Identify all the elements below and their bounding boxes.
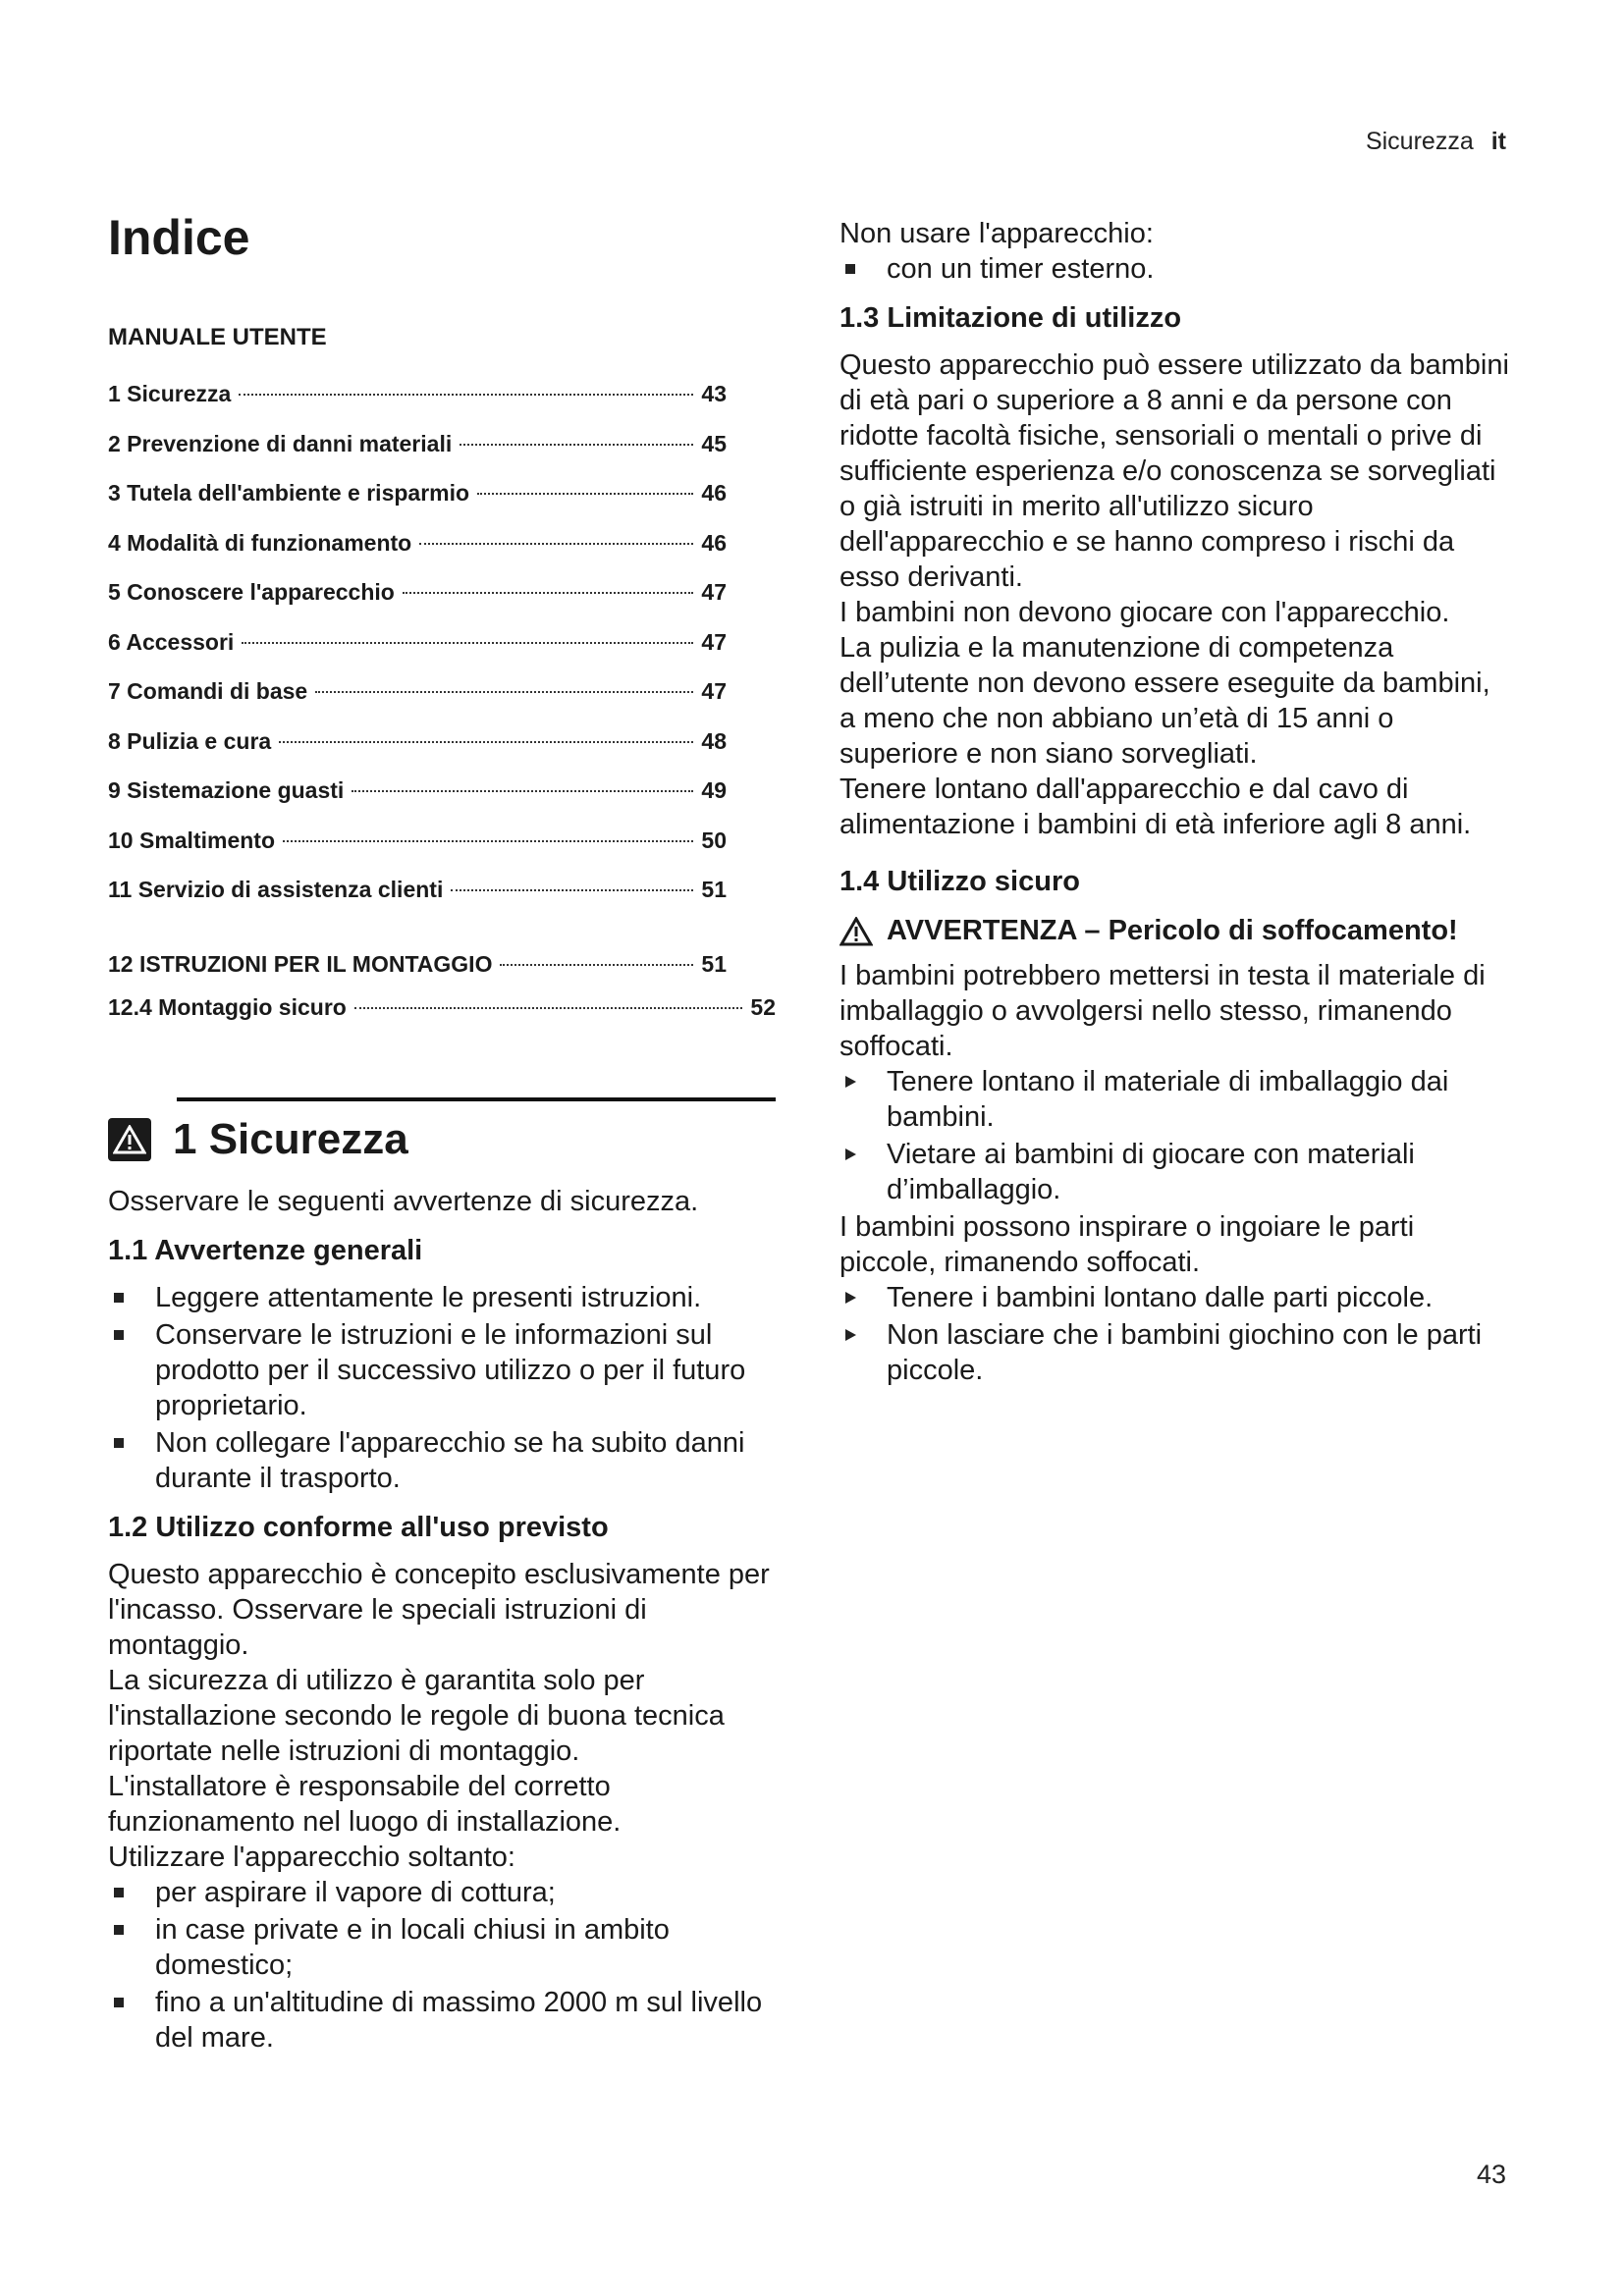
subsection-title: 1.4 Utilizzo sicuro bbox=[839, 866, 1080, 897]
paragraph: Tenere lontano dall'apparecchio e dal cavo di alimentazione i bambini di età inferiore agli 8 anni. bbox=[839, 774, 1472, 840]
toc-entry[interactable]: 2 Prevenzione di danni materiali 45 bbox=[108, 430, 727, 456]
list-item: Conservare le istruzioni e le informazioni sul prodotto per il successivo utilizzo o per il futuro proprietario. bbox=[108, 1317, 776, 1423]
toc-leader bbox=[352, 790, 693, 792]
bullet-list bbox=[839, 251, 1512, 287]
warning-text: AVVERTENZA – Pericolo di soffocamento! bbox=[887, 915, 1458, 946]
toc-leader bbox=[419, 543, 693, 545]
action-list bbox=[839, 1064, 1512, 1207]
toc-entry[interactable]: 6 Accessori 47 bbox=[108, 628, 727, 655]
page-number: 43 bbox=[1476, 2160, 1506, 2189]
toc-leader bbox=[315, 691, 693, 693]
toc-leader bbox=[354, 1007, 743, 1009]
list-item: per aspirare il vapore di cottura; bbox=[108, 1875, 776, 1910]
list-item: Non collegare l'apparecchio se ha subito danni durante il trasporto. bbox=[108, 1425, 776, 1496]
toc-leader bbox=[460, 444, 693, 446]
header-language: it bbox=[1490, 128, 1506, 155]
paragraph: I bambini non devono giocare con l'apparecchio. bbox=[839, 597, 1450, 628]
section-heading bbox=[108, 1115, 776, 1164]
toc-entry[interactable]: 11 Servizio di assistenza clienti 51 bbox=[108, 877, 727, 902]
section-title: 1 Sicurezza bbox=[173, 1114, 408, 1163]
list-item: fino a un'altitudine di massimo 2000 m sul livello del mare. bbox=[108, 1985, 776, 2056]
left-column bbox=[108, 211, 776, 2059]
toc-entry[interactable]: 8 Pulizia e cura 48 bbox=[108, 727, 727, 754]
toc-entry[interactable]: 12 ISTRUZIONI PER IL MONTAGGIO 51 bbox=[108, 950, 727, 977]
toc-leader bbox=[239, 394, 693, 396]
warning-heading bbox=[839, 913, 1512, 948]
toc-leader bbox=[242, 642, 693, 644]
list-item: Tenere lontano il materiale di imballaggio dai bambini. bbox=[839, 1064, 1512, 1135]
toc-entry[interactable]: 7 Comandi di base 47 bbox=[108, 678, 727, 704]
warning-triangle-icon bbox=[839, 917, 873, 946]
paragraph: La sicurezza di utilizzo è garantita solo per l'installazione secondo le regole di buona tecnica riportate nelle istruzioni di montaggio. bbox=[108, 1664, 725, 1767]
list-item: Non lasciare che i bambini giochino con le parti piccole. bbox=[839, 1317, 1512, 1388]
toc-leader bbox=[283, 840, 693, 842]
subsection-title: 1.1 Avvertenze generali bbox=[108, 1234, 423, 1266]
paragraph: La pulizia e la manutenzione di competenza dell’utente non devono essere eseguite da bambini, a meno che non abbiano un’età di 15 anni o superiore e non siano sorvegliati. bbox=[839, 632, 1490, 770]
bullet-list bbox=[108, 1875, 776, 2056]
paragraph: Non usare l'apparecchio: bbox=[839, 218, 1154, 249]
toc-leader bbox=[279, 741, 693, 743]
warning-icon bbox=[108, 1118, 151, 1161]
action-list bbox=[839, 1280, 1512, 1388]
header-section: Sicurezza bbox=[1365, 128, 1474, 155]
list-item: con un timer esterno. bbox=[839, 251, 1512, 287]
toc-gap bbox=[108, 915, 776, 942]
toc-entry[interactable]: 12.4 Montaggio sicuro 52 bbox=[108, 993, 776, 1020]
subsection-title: 1.3 Limitazione di utilizzo bbox=[839, 302, 1182, 334]
toc-leader bbox=[403, 592, 694, 594]
paragraph: I bambini potrebbero mettersi in testa il materiale di imballaggio o avvolgersi nello stesso, rimanendo soffocati. bbox=[839, 960, 1486, 1062]
paragraph: Utilizzare l'apparecchio soltanto: bbox=[108, 1841, 515, 1873]
toc-leader bbox=[500, 964, 693, 966]
list-item: Tenere i bambini lontano dalle parti piccole. bbox=[839, 1280, 1512, 1315]
toc-entry[interactable]: 4 Modalità di funzionamento 46 bbox=[108, 529, 727, 556]
paragraph: Questo apparecchio è concepito esclusivamente per l'incasso. Osservare le speciali istruzioni di montaggio. bbox=[108, 1558, 770, 1661]
toc-entry[interactable]: 10 Smaltimento 50 bbox=[108, 827, 727, 853]
toc-entry[interactable]: 1 Sicurezza 43 bbox=[108, 381, 727, 406]
toc-leader bbox=[451, 889, 693, 891]
right-column bbox=[839, 216, 1512, 1390]
index-title: Indice bbox=[108, 210, 250, 265]
toc-entry[interactable]: 3 Tutela dell'ambiente e risparmio 46 bbox=[108, 480, 727, 506]
section-rule bbox=[177, 1097, 776, 1101]
toc-list bbox=[108, 369, 776, 1029]
list-item: Vietare ai bambini di giocare con materiali d’imballaggio. bbox=[839, 1137, 1512, 1207]
paragraph: Questo apparecchio può essere utilizzato da bambini di età pari o superiore a 8 anni e da persone con ridotte facoltà fisiche, sensoriali o mentali o prive di sufficiente esperienza e/o conoscenza se sorvegliati o già istruiti in merito all'utilizzo sicuro dell'apparecchio e se hanno compreso i rischi da esso derivanti. bbox=[839, 349, 1509, 593]
toc-entry[interactable]: 5 Conoscere l'apparecchio 47 bbox=[108, 579, 727, 605]
toc-entry[interactable]: 9 Sistemazione guasti 49 bbox=[108, 777, 727, 803]
list-item: Leggere attentamente le presenti istruzioni. bbox=[108, 1280, 776, 1315]
toc-section-label: MANUALE UTENTE bbox=[108, 324, 327, 350]
list-item: in case private e in locali chiusi in ambito domestico; bbox=[108, 1912, 776, 1983]
paragraph: L'installatore è responsabile del corretto funzionamento nel luogo di installazione. bbox=[108, 1770, 622, 1838]
page-header bbox=[1366, 128, 1506, 156]
toc-leader bbox=[477, 493, 693, 495]
subsection-title: 1.2 Utilizzo conforme all'uso previsto bbox=[108, 1511, 609, 1543]
safety-intro: Osservare le seguenti avvertenze di sicurezza. bbox=[108, 1185, 699, 1217]
bullet-list bbox=[108, 1280, 776, 1496]
paragraph: I bambini possono inspirare o ingoiare le parti piccole, rimanendo soffocati. bbox=[839, 1211, 1415, 1278]
